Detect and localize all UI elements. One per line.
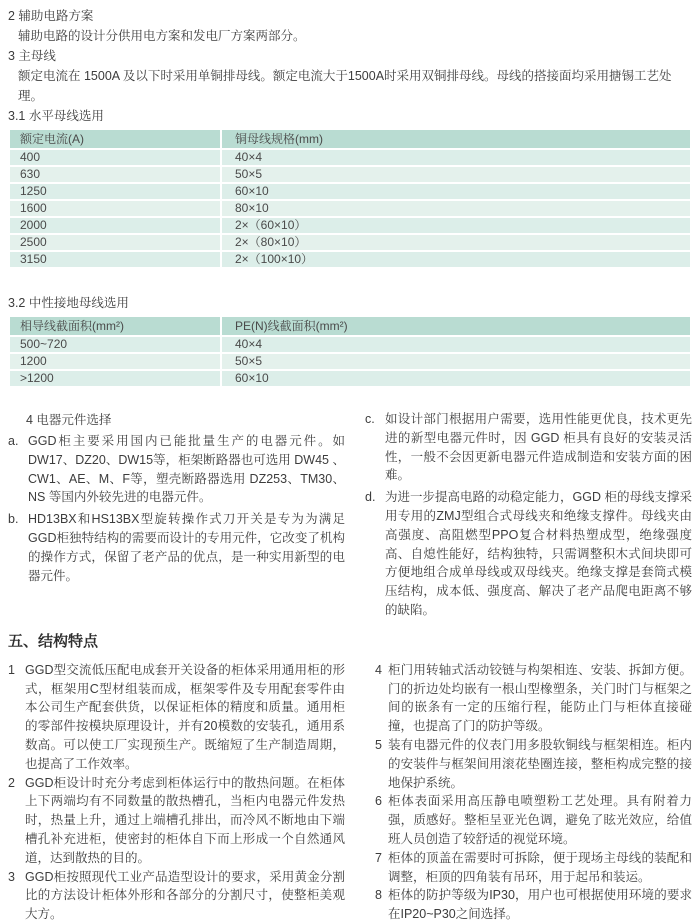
item-marker: c. <box>365 412 375 426</box>
section-4-left-column <box>8 410 345 588</box>
cell-pen: 50×5 <box>222 354 690 369</box>
item-text: HD13BX和HS13BX型旋转操作式刀开关是专为为满足 GGD柜独特结构的需要而设计的专用元件，它改变了机构的操作方式，保留了老产品的优点，是一种实用新型的电器元件。 <box>28 512 345 583</box>
item-marker: 8 <box>375 888 382 903</box>
neutral-busbar-table <box>8 315 692 388</box>
item-marker: 6 <box>375 794 382 809</box>
table-row <box>10 184 690 199</box>
section-4-heading: 4 电器元件选择 <box>26 413 112 427</box>
section-3-heading: 3 主母线 <box>8 49 56 63</box>
table-header-row <box>10 130 690 148</box>
item-text: GGD柜按照现代工业产品造型设计的要求，采用黄金分割比的方法设计柜体外形和各部分的分割尺寸，使整柜美观大方。 <box>25 869 345 922</box>
cell-current: 3150 <box>10 252 220 267</box>
list-item-c <box>365 410 692 485</box>
cell-spec: 2×（60×10） <box>222 218 690 233</box>
feature-item-1 <box>8 661 345 774</box>
list-item-d <box>365 488 692 620</box>
table-row <box>10 252 690 267</box>
feature-item-7 <box>365 849 692 887</box>
section-3-1-heading: 3.1 水平母线选用 <box>8 109 104 123</box>
section-5-right-column <box>365 661 692 924</box>
feature-item-3 <box>8 868 345 924</box>
section-4-columns <box>8 410 692 623</box>
section-5-columns <box>8 661 692 924</box>
cell-phase: >1200 <box>10 371 220 386</box>
table-row <box>10 167 690 182</box>
section-2-body: 辅助电路的设计分供用电方案和发电厂方案两部分。 <box>18 29 306 43</box>
table-row <box>10 201 690 216</box>
item-marker: 2 <box>8 775 15 790</box>
cell-current: 2500 <box>10 235 220 250</box>
cell-spec: 50×5 <box>222 167 690 182</box>
cell-current: 2000 <box>10 218 220 233</box>
item-marker: 7 <box>375 850 382 865</box>
item-text: GGD柜设计时充分考虑到柜体运行中的散热问题。在柜体上下两端均有不同数量的散热槽孔，当柜内电器元件发热时，热量上升，通过上端槽孔排出，而冷风不断地由下端槽孔补充进柜，使密封的柜体自下而上形成一个自然通风道，达到散热的目的。 <box>25 775 345 865</box>
cell-spec: 60×10 <box>222 184 690 199</box>
cell-current: 1600 <box>10 201 220 216</box>
feature-item-6 <box>365 792 692 848</box>
feature-item-2 <box>8 774 345 868</box>
item-text: 柜门用转轴式活动铰链与构架相连、安装、拆卸方便。门的折边处均嵌有一根山型橡塑条，关门时门与框架之间的嵌条有一定的压缩行程，能防止门与柜体直接碰撞，也提高了门的防护等级。 <box>388 662 692 734</box>
item-text: 装有电器元件的仪表门用多股软铜线与框架相连。柜内的安装件与框架间用滚花垫圈连接，整柜构成完整的接地保护系统。 <box>388 737 692 790</box>
feature-item-8 <box>365 886 692 924</box>
section-3-body: 额定电流在 1500A 及以下时采用单铜排母线。额定电流大于1500A时采用双铜排母线。母线的搭接面均采用搪锡工艺处理。 <box>18 69 672 103</box>
table2-col-phase: 相导线截面积(mm²) <box>10 317 220 335</box>
item-marker: d. <box>365 490 376 505</box>
item-text: 柜体的顶盖在需要时可拆除，便于现场主母线的装配和调整，柜顶的四角装有吊环，用于起吊和装运。 <box>388 850 692 884</box>
list-item-a <box>8 432 345 507</box>
cell-pen: 40×4 <box>222 337 690 352</box>
horizontal-busbar-table <box>8 128 692 269</box>
table1-col-current: 额定电流(A) <box>10 130 220 148</box>
item-marker: 4 <box>375 662 382 677</box>
item-marker: 1 <box>8 662 15 677</box>
item-marker: 5 <box>375 737 382 752</box>
feature-item-5 <box>365 736 692 792</box>
table1-col-spec: 铜母线规格(mm) <box>222 130 690 148</box>
item-text: 为进一步提高电路的动稳定能力，GGD 柜的母线支撑采用专用的ZMJ型组合式母线夹和绝缘支撑件。母线夹由高强度、高阻燃型PPO复合材料热塑成型，绝缘强度高、自熄性能好，结构独特，只需调整积木式间块即可方便地组合成单母线或双母线夹。绝缘支撑是套筒式模压结构，成本低、强度高、解决了老产品爬电距离不够的缺陷。 <box>385 490 692 617</box>
cell-current: 1250 <box>10 184 220 199</box>
item-marker: b. <box>8 512 19 527</box>
item-text: 柜体表面采用高压静电喷塑粉工艺处理。具有附着力强，质感好。整柜呈亚光色调，避免了眩光效应，给值班人员创造了较舒适的视觉环境。 <box>388 794 692 846</box>
cell-spec: 80×10 <box>222 201 690 216</box>
table-row <box>10 337 690 352</box>
section-5-left-column <box>8 661 345 924</box>
cell-spec: 40×4 <box>222 150 690 165</box>
section-3-2-heading: 3.2 中性接地母线选用 <box>8 296 129 310</box>
section-5-heading: 五、结构特点 <box>8 632 99 650</box>
table-row <box>10 371 690 386</box>
section-2-heading: 2 辅助电路方案 <box>8 9 94 23</box>
cell-current: 630 <box>10 167 220 182</box>
feature-item-4 <box>365 661 692 736</box>
table-row <box>10 354 690 369</box>
cell-spec: 2×（80×10） <box>222 235 690 250</box>
cell-phase: 1200 <box>10 354 220 369</box>
cell-current: 400 <box>10 150 220 165</box>
table-header-row <box>10 317 690 335</box>
item-text: GGD柜主要采用国内已能批量生产的电器元件。如 DW17、DZ20、DW15等，柜架断路器也可选用 DW45 、CW1、AE、M、F等，塑壳断路器选用 DZ253、TM30、 NS 等国内外较先进的电器元件。 <box>28 434 345 505</box>
table-row <box>10 150 690 165</box>
item-text: 柜体的防护等级为IP30，用户也可根据使用环境的要求在IP20~P30之间选择。 <box>388 888 692 922</box>
item-text: GGD型交流低压配电成套开关设备的柜体采用通用柜的形式，框架用C型材组装而成，框架零件及专用配套零件由本公司生产配套供货，以保证柜体的精度和质量。通用柜的零部件按模块原理设计，并有20模数的安装孔，通用系数高。可以使工厂实现预生产。既缩短了生产制造周期，也提高了工作效率。 <box>25 662 345 771</box>
cell-pen: 60×10 <box>222 371 690 386</box>
cell-spec: 2×（100×10） <box>222 252 690 267</box>
section-4-right-column <box>365 410 692 623</box>
table-row <box>10 218 690 233</box>
table-row <box>10 235 690 250</box>
item-text: 如设计部门根据用户需要，选用性能更优良，技术更先进的新型电器元件时，因 GGD 柜具有良好的安装灵活性，一般不会因更新电器元件造成制造和安装方面的困难。 <box>385 412 692 483</box>
item-marker: 3 <box>8 869 15 884</box>
list-item-b <box>8 510 345 585</box>
cell-phase: 500~720 <box>10 337 220 352</box>
table2-col-pen: PE(N)线截面积(mm²) <box>222 317 690 335</box>
item-marker: a. <box>8 434 19 448</box>
